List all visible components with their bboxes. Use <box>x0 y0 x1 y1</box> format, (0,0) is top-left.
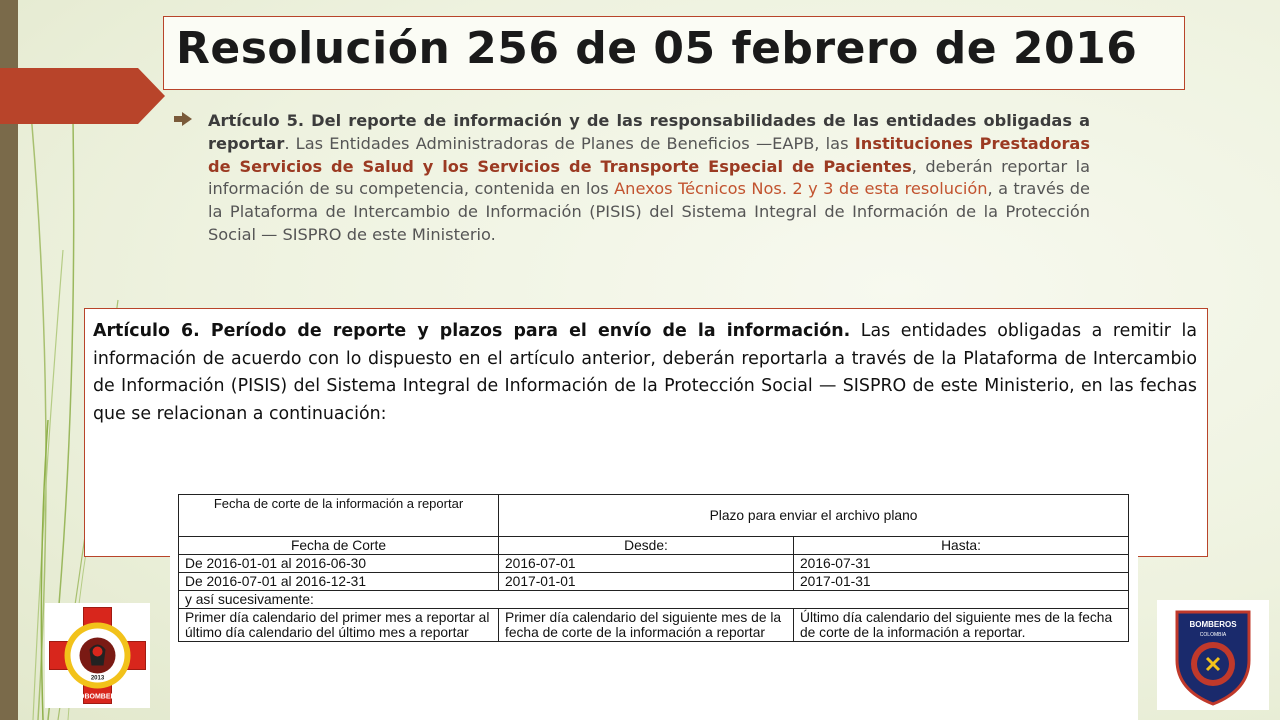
table-cell-from: 2017-01-01 <box>499 573 794 591</box>
article-5-text-c: , a través de la Plataforma de Intercambio de Información (PISIS) del Sistema Integral de Información de la Protección Social — SISPRO de este Ministerio. <box>208 179 1090 244</box>
article-6-body: Las entidades obligadas a remitir la información de acuerdo con lo dispuesto en el artículo anterior, deberán reportarla a través de la Plataforma de Intercambio de Información (PISIS) del Sistema Integral de Información de la Protección Social — SISPRO de este Ministerio, en las fechas que se relacionan a continuación: <box>93 321 1198 424</box>
logo-name: ASOBOMBEROS <box>69 693 126 701</box>
table-cell-from: Primer día calendario del siguiente mes de la fecha de corte de la información a reportar <box>499 609 794 642</box>
asobomberos-logo-icon <box>45 603 150 708</box>
article-5-block <box>174 110 1090 247</box>
bomberos-colombia-logo-icon <box>1157 600 1269 710</box>
table-header-cutoff-date: Fecha de Corte <box>179 537 499 555</box>
logo-year: 2013 <box>90 675 105 682</box>
page-title: Resolución 256 de 05 febrero de 2016 <box>176 23 1138 74</box>
logo-right-sub: COLOMBIA <box>1199 632 1227 638</box>
title-box <box>163 16 1185 90</box>
article-6-heading: Artículo 6. Período de reporte y plazos para el envío de la información. <box>93 321 851 341</box>
table-row <box>179 573 1129 591</box>
table-cell-from: 2016-07-01 <box>499 555 794 573</box>
scanned-table-image <box>170 470 1138 720</box>
table-cell-cutoff: Primer día calendario del primer mes a reportar al último día calendario del último mes a reportar <box>179 609 499 642</box>
article-5-heading: Artículo 5. Del reporte de información y de las responsabilidades de las entidades obligadas a reportar <box>208 111 1090 153</box>
article-5-text-b: , deberán reportar la información de su competencia, contenida en los <box>208 156 1090 199</box>
table-row <box>179 555 1129 573</box>
table-row-successively: y así sucesivamente: <box>179 591 1129 609</box>
logo-right-title: BOMBEROS <box>1189 620 1237 629</box>
article-5-highlight: Instituciones Prestadoras de Servicios de Salud y los Servicios de Transporte Especial de Pacientes <box>208 133 1090 176</box>
table-header-deadline: Plazo para enviar el archivo plano <box>499 495 1129 537</box>
article-6-text <box>93 318 1197 428</box>
table-header-from: Desde: <box>499 537 794 555</box>
table-cell-to: Último día calendario del siguiente mes de la fecha de corte de la información a reportar. <box>794 609 1129 642</box>
article-5-text-a: . Las Entidades Administradoras de Planes de Beneficios —EAPB, las <box>284 133 855 153</box>
arrow-bullet-icon <box>174 112 192 126</box>
table-row <box>179 609 1129 642</box>
article-5-text <box>208 110 1090 247</box>
table-cell-cutoff: De 2016-01-01 al 2016-06-30 <box>179 555 499 573</box>
table-cell-to: 2017-01-31 <box>794 573 1129 591</box>
table-cell-cutoff: De 2016-07-01 al 2016-12-31 <box>179 573 499 591</box>
accent-arrow-bar <box>0 68 165 124</box>
article-5-annex: Anexos Técnicos Nos. 2 y 3 de esta resolución <box>614 179 988 199</box>
table-cell-to: 2016-07-31 <box>794 555 1129 573</box>
deadline-table <box>178 494 1129 642</box>
table-header-cutoff-info: Fecha de corte de la información a reportar <box>179 495 499 537</box>
table-header-to: Hasta: <box>794 537 1129 555</box>
